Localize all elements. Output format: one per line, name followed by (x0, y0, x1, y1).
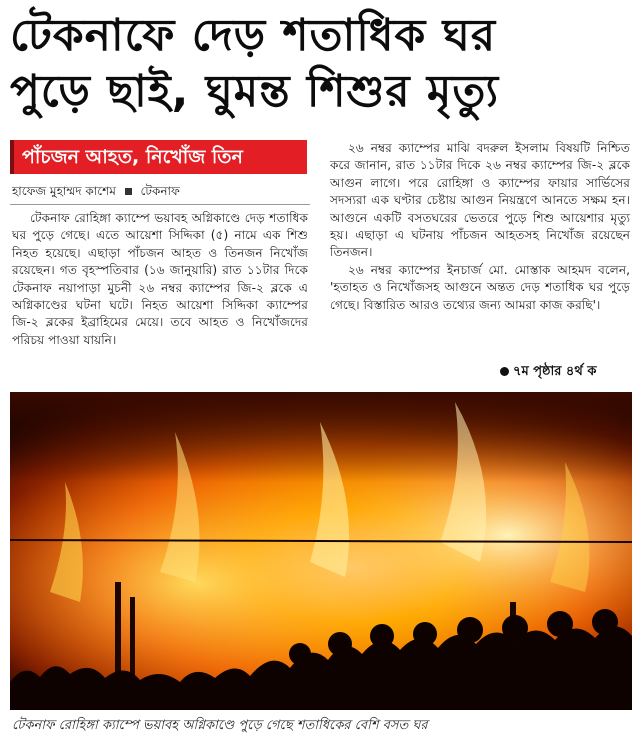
continuation-text: ৭ম পৃষ্ঠার ৪র্থ ক (513, 364, 597, 379)
byline (12, 183, 312, 203)
bullet-icon (500, 367, 509, 376)
subheadline-text: পাঁচজন আহত, নিখোঁজ তিন (22, 146, 243, 168)
headline-line-1: টেকনাফে দেড় শতাধিক ঘর (10, 10, 497, 61)
byline-divider (10, 204, 310, 205)
fire-photo (10, 392, 632, 710)
article-column-right (330, 140, 630, 314)
article-paragraph: ২৬ নম্বর ক্যাম্পের মাঝি বদরুল ইসলাম বিষয়টি নিশ্চিত করে জানান, রাত ১১টার দিকে ২৬ নম্বর ক্যাম্পের জি-২ ব্লকে আগুন লাগে। পরে রোহিঙ্গা ও ক্যাম্পের ফায়ার সার্ভিসের সদস্যরা এক ঘণ্টার চেষ্টায় আগুন নিয়ন্ত্রণে আনতে সক্ষম হন। আগুনে একটি বসতঘরের ভেতরে পুড়ে শিশু আয়েশার মৃত্যু হয়। এছাড়া এ ঘটনায় পাঁচজন আহতসহ নিখোঁজ রয়েছেন তিনজন। (330, 141, 630, 260)
subheadline-bar (10, 140, 307, 174)
byline-author: হাফেজ মুহাম্মদ কাশেম (12, 184, 116, 198)
headline-line-2: পুড়ে ছাই, ঘুমন্ত শিশুর মৃত্যু (10, 66, 500, 117)
fire-photo-illustration (10, 392, 632, 710)
article-paragraph: টেকনাফ রোহিঙ্গা ক্যাম্পে ভয়াবহ অগ্নিকাণ্ডে দেড় শতাধিক ঘর পুড়ে গেছে। এতে আয়েশা সিদ্দিকা (৫) নামে এক শিশু নিহত হয়েছে। এছাড়া পাঁচজন আহত ও তিনজন নিখোঁজ রয়েছেন। গত বৃহস্পতিবার (১৬ জানুয়ারি) রাত ১১টার দিকে টেকনাফ নয়াপাড়া মুচনী ২৬ নম্বর ক্যাম্পের জি-২ ব্লকে এ অগ্নিকাণ্ডের ঘটনা ঘটে। নিহত আয়েশা সিদ্দিকা ক্যাম্পের জি-২ ব্লকের ইব্রাহিমের মেয়ে। তবে আহত ও নিখোঁজদের পরিচয় পাওয়া যায়নি। (12, 211, 308, 347)
headline (10, 8, 630, 120)
continuation-note[interactable] (500, 362, 596, 383)
article-column-left (12, 210, 308, 349)
square-separator-icon (125, 188, 132, 195)
photo-caption: টেকনাফ রোহিঙ্গা ক্যাম্পে ভয়াবহ অগ্নিকাণ্ডে পুড়ে গেছে শতাধিকের বেশি বসত ঘর (12, 718, 428, 733)
article-paragraph: ২৬ নম্বর ক্যাম্পের ইনচার্জ মো. মোস্তাক আহমদ বলেন, 'হতাহত ও নিখোঁজসহ আগুনে অন্তত দেড় শতাধিক ঘর পুড়ে গেছে। বিস্তারিত আরও তথ্যের জন্য আমরা কাজ করছি'। (330, 262, 630, 312)
byline-location: টেকনাফ (140, 184, 180, 198)
